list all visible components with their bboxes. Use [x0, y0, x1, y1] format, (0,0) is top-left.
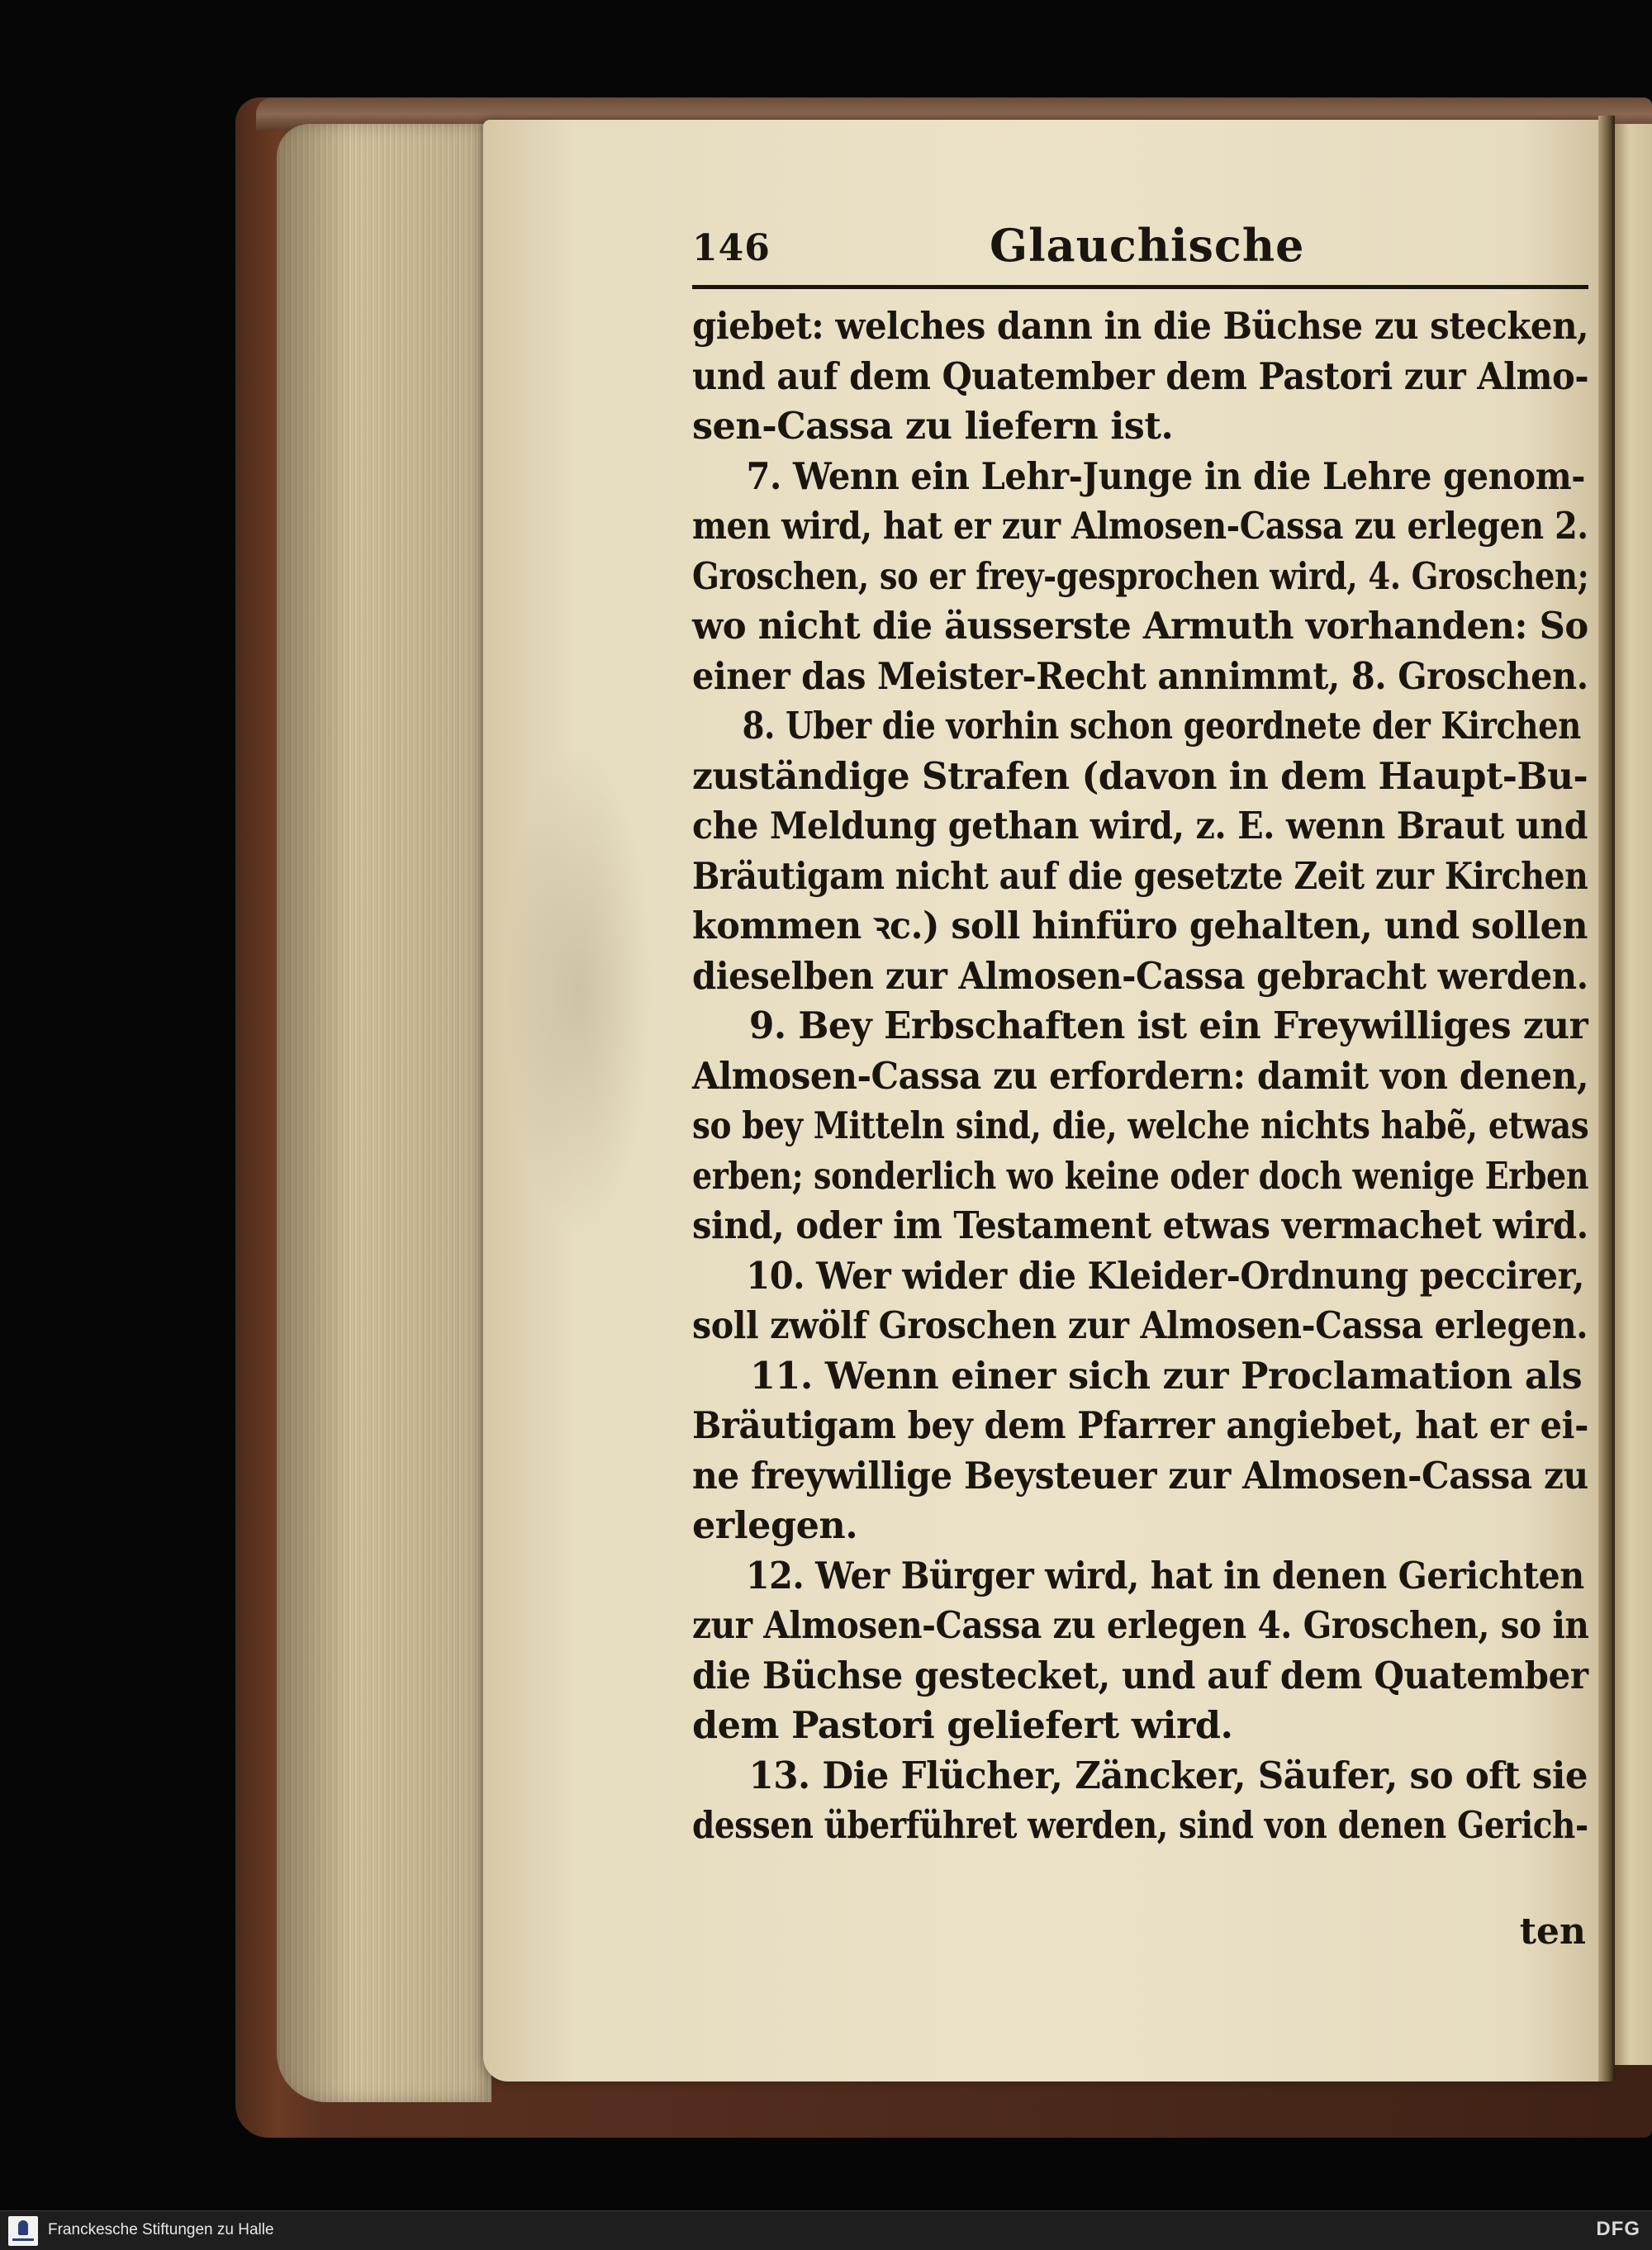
- institution-logo-icon: [8, 2216, 38, 2246]
- text-line: wo nicht die äusserste Armuth vorhanden: So: [692, 605, 1588, 648]
- page-text-block: [692, 219, 1593, 1953]
- text-line: che Meldung gethan wird, z. E. wenn Braut und: [692, 805, 1588, 847]
- text-line: 12. Wer Bürger wird, hat in denen Gerichten: [745, 1554, 1584, 1597]
- running-head: Glauchische: [990, 219, 1305, 272]
- text-line: sind, oder im Testament etwas vermachet wird.: [692, 1204, 1588, 1247]
- text-line: Bräutigam nicht auf die gesetzte Zeit zur Kirchen: [692, 854, 1588, 898]
- text-line: die Büchse gestecket, und auf dem Quatember: [692, 1654, 1588, 1697]
- text-line: 11. Wenn einer sich zur Proclamation als: [750, 1354, 1583, 1398]
- text-line: einer das Meister-Recht annimmt, 8. Groschen.: [692, 654, 1588, 698]
- page-number: 146: [692, 227, 771, 269]
- text-line: 13. Die Flücher, Zäncker, Säufer, so oft sie: [748, 1754, 1588, 1797]
- text-line: dieselben zur Almosen-Cassa gebracht werden.: [692, 954, 1588, 998]
- text-line: dem Pastori geliefert wird.: [692, 1704, 1233, 1747]
- body-text: [692, 301, 1588, 1851]
- text-line: zuständige Strafen (davon in dem Haupt-Bu-: [692, 754, 1588, 798]
- text-line: erben; sonderlich wo keine oder doch wenige Erben: [692, 1154, 1589, 1198]
- book-gutter: [1598, 116, 1615, 2081]
- page-block-shadow: [277, 124, 491, 2102]
- text-line: men wird, hat er zur Almosen-Cassa zu erlegen 2.: [692, 505, 1588, 548]
- text-line: sen-Cassa zu liefern ist.: [692, 405, 1174, 448]
- text-line: soll zwölf Groschen zur Almosen-Cassa erlegen.: [692, 1304, 1588, 1347]
- dfg-logo: DFG: [1596, 2218, 1640, 2240]
- text-line: Groschen, so er frey-gesprochen wird, 4. Groschen;: [692, 554, 1589, 598]
- text-line: giebet: welches dann in die Büchse zu stecken,: [692, 305, 1589, 348]
- page-bleed-through: [504, 743, 653, 1239]
- institution-name: Franckesche Stiftungen zu Halle: [48, 2221, 274, 2238]
- catchword: ten: [1519, 1911, 1586, 1953]
- text-line: und auf dem Quatember dem Pastori zur Almo-: [692, 354, 1589, 398]
- text-line: 7. Wenn ein Lehr-Junge in die Lehre genom-: [746, 454, 1586, 498]
- text-line: dessen überführet werden, sind von denen Gerich-: [692, 1804, 1588, 1847]
- page-header: [692, 219, 1593, 283]
- text-line: 9. Bey Erbschaften ist ein Freywilliges zur: [748, 1004, 1588, 1047]
- text-line: so bey Mitteln sind, die, welche nichts habẽ, etwas: [692, 1104, 1589, 1147]
- text-line: erlegen.: [692, 1504, 858, 1547]
- text-line: Bräutigam bey dem Pfarrer angiebet, hat er ei-: [692, 1404, 1589, 1447]
- text-line: kommen ꝛc.) soll hinfüro gehalten, und sollen: [692, 904, 1588, 947]
- text-line: Almosen-Cassa zu erfordern: damit von denen,: [692, 1054, 1589, 1098]
- text-line: zur Almosen-Cassa zu erlegen 4. Groschen, so in: [692, 1604, 1589, 1647]
- text-line: 10. Wer wider die Kleider-Ordnung peccirer,: [746, 1254, 1584, 1298]
- text-line: ne freywillige Beysteuer zur Almosen-Cassa zu: [692, 1454, 1588, 1498]
- facing-page-sliver: [1615, 124, 1652, 2065]
- viewer-footer: [0, 2210, 1652, 2250]
- header-rule: [692, 285, 1588, 289]
- text-line: 8. Uber die vorhin schon geordnete der Kirchen: [742, 705, 1581, 748]
